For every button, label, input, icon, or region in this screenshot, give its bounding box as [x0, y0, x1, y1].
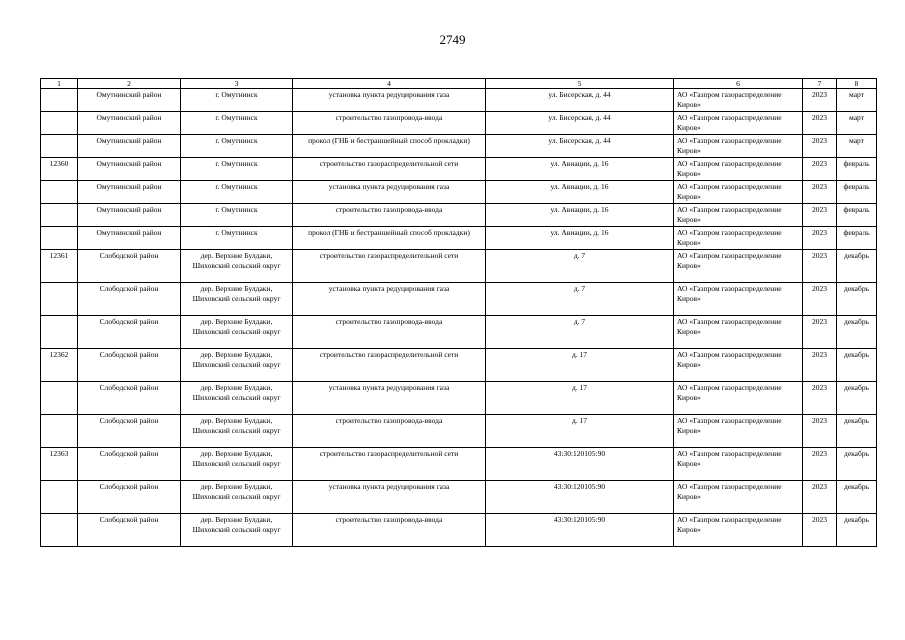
cell-year: 2023	[803, 158, 837, 181]
table-row	[41, 283, 877, 316]
table-row	[41, 204, 877, 227]
cell-year: 2023	[803, 181, 837, 204]
cell-district: Омутнинский район	[78, 89, 181, 112]
column-number: 4	[293, 79, 486, 89]
cell-year: 2023	[803, 250, 837, 283]
cell-month: декабрь	[837, 448, 877, 481]
cell-locality: г. Омутнинск	[181, 227, 293, 250]
cell-work-type: установка пункта редуцирования газа	[293, 181, 486, 204]
cell-work-type: строительство газораспределительной сети	[293, 158, 486, 181]
cell-month: декабрь	[837, 514, 877, 547]
cell-month: февраль	[837, 158, 877, 181]
works-table	[40, 78, 877, 547]
cell-locality: г. Омутнинск	[181, 158, 293, 181]
cell-work-type: установка пункта редуцирования газа	[293, 283, 486, 316]
table-row	[41, 316, 877, 349]
cell-month: декабрь	[837, 316, 877, 349]
cell-locality: г. Омутнинск	[181, 135, 293, 158]
cell-year: 2023	[803, 448, 837, 481]
cell-locality: г. Омутнинск	[181, 204, 293, 227]
cell-address: 43:30:120105:90	[486, 514, 674, 547]
cell-district: Слободской район	[78, 382, 181, 415]
cell-address: д. 17	[486, 415, 674, 448]
table-row	[41, 481, 877, 514]
cell-address: ул. Авиации, д. 16	[486, 158, 674, 181]
cell-year: 2023	[803, 349, 837, 382]
cell-locality: дер. Верхние Булдаки, Шиховский сельский округ	[181, 316, 293, 349]
cell-address: 43:30:120105:90	[486, 448, 674, 481]
cell-organization: АО «Газпром газораспределение Киров»	[674, 415, 803, 448]
cell-object-number: 12362	[41, 349, 78, 382]
cell-organization: АО «Газпром газораспределение Киров»	[674, 158, 803, 181]
cell-month: февраль	[837, 181, 877, 204]
cell-district: Омутнинский район	[78, 112, 181, 135]
cell-locality: дер. Верхние Булдаки, Шиховский сельский округ	[181, 514, 293, 547]
cell-organization: АО «Газпром газораспределение Киров»	[674, 316, 803, 349]
cell-locality: дер. Верхние Булдаки, Шиховский сельский округ	[181, 250, 293, 283]
cell-district: Омутнинский район	[78, 135, 181, 158]
table-row	[41, 89, 877, 112]
cell-month: декабрь	[837, 349, 877, 382]
table-row	[41, 135, 877, 158]
cell-object-number	[41, 481, 78, 514]
cell-locality: дер. Верхние Булдаки, Шиховский сельский округ	[181, 382, 293, 415]
cell-work-type: строительство газопровода-ввода	[293, 514, 486, 547]
table-row	[41, 349, 877, 382]
cell-year: 2023	[803, 204, 837, 227]
column-number: 5	[486, 79, 674, 89]
column-number-row	[41, 79, 877, 89]
column-number: 2	[78, 79, 181, 89]
cell-district: Омутнинский район	[78, 158, 181, 181]
cell-locality: дер. Верхние Булдаки, Шиховский сельский округ	[181, 415, 293, 448]
cell-organization: АО «Газпром газораспределение Киров»	[674, 514, 803, 547]
cell-year: 2023	[803, 283, 837, 316]
cell-year: 2023	[803, 382, 837, 415]
cell-address: 43:30:120105:90	[486, 481, 674, 514]
cell-year: 2023	[803, 514, 837, 547]
cell-locality: г. Омутнинск	[181, 112, 293, 135]
cell-locality: дер. Верхние Булдаки, Шиховский сельский округ	[181, 283, 293, 316]
cell-month: декабрь	[837, 481, 877, 514]
cell-address: ул. Бисерская, д. 44	[486, 135, 674, 158]
column-number: 6	[674, 79, 803, 89]
table-row	[41, 112, 877, 135]
cell-address: д. 7	[486, 250, 674, 283]
cell-year: 2023	[803, 316, 837, 349]
cell-month: март	[837, 89, 877, 112]
cell-organization: АО «Газпром газораспределение Киров»	[674, 181, 803, 204]
cell-object-number: 12363	[41, 448, 78, 481]
cell-month: декабрь	[837, 415, 877, 448]
cell-organization: АО «Газпром газораспределение Киров»	[674, 283, 803, 316]
cell-object-number	[41, 135, 78, 158]
cell-organization: АО «Газпром газораспределение Киров»	[674, 204, 803, 227]
cell-district: Омутнинский район	[78, 181, 181, 204]
table-row	[41, 382, 877, 415]
cell-district: Слободской район	[78, 349, 181, 382]
cell-object-number	[41, 415, 78, 448]
cell-district: Слободской район	[78, 514, 181, 547]
cell-district: Омутнинский район	[78, 204, 181, 227]
table-row	[41, 514, 877, 547]
cell-year: 2023	[803, 135, 837, 158]
cell-address: ул. Авиации, д. 16	[486, 181, 674, 204]
cell-object-number	[41, 181, 78, 204]
cell-work-type: строительство газопровода-ввода	[293, 112, 486, 135]
cell-locality: дер. Верхние Булдаки, Шиховский сельский округ	[181, 448, 293, 481]
cell-address: д. 17	[486, 382, 674, 415]
cell-organization: АО «Газпром газораспределение Киров»	[674, 349, 803, 382]
column-number: 7	[803, 79, 837, 89]
cell-month: декабрь	[837, 382, 877, 415]
cell-year: 2023	[803, 481, 837, 514]
cell-work-type: прокол (ГНБ и бестраншейный способ прокладки)	[293, 135, 486, 158]
cell-year: 2023	[803, 89, 837, 112]
cell-month: февраль	[837, 204, 877, 227]
cell-year: 2023	[803, 112, 837, 135]
cell-month: февраль	[837, 227, 877, 250]
table-row	[41, 448, 877, 481]
cell-work-type: установка пункта редуцирования газа	[293, 382, 486, 415]
column-number: 1	[41, 79, 78, 89]
cell-address: ул. Бисерская, д. 44	[486, 89, 674, 112]
cell-object-number	[41, 382, 78, 415]
cell-object-number	[41, 112, 78, 135]
cell-district: Слободской район	[78, 448, 181, 481]
cell-month: декабрь	[837, 283, 877, 316]
cell-address: ул. Бисерская, д. 44	[486, 112, 674, 135]
table-row	[41, 227, 877, 250]
table-body	[41, 79, 877, 547]
cell-locality: дер. Верхние Булдаки, Шиховский сельский округ	[181, 481, 293, 514]
cell-object-number	[41, 227, 78, 250]
cell-organization: АО «Газпром газораспределение Киров»	[674, 448, 803, 481]
table-row	[41, 250, 877, 283]
cell-address: д. 7	[486, 316, 674, 349]
cell-month: март	[837, 135, 877, 158]
cell-organization: АО «Газпром газораспределение Киров»	[674, 250, 803, 283]
table-row	[41, 158, 877, 181]
cell-locality: дер. Верхние Булдаки, Шиховский сельский округ	[181, 349, 293, 382]
page-number: 2749	[439, 32, 466, 47]
cell-object-number	[41, 514, 78, 547]
cell-district: Слободской район	[78, 250, 181, 283]
cell-organization: АО «Газпром газораспределение Киров»	[674, 382, 803, 415]
column-number: 8	[837, 79, 877, 89]
cell-address: ул. Авиации, д. 16	[486, 227, 674, 250]
cell-district: Слободской район	[78, 415, 181, 448]
cell-work-type: установка пункта редуцирования газа	[293, 481, 486, 514]
column-number: 3	[181, 79, 293, 89]
cell-district: Омутнинский район	[78, 227, 181, 250]
cell-object-number: 12360	[41, 158, 78, 181]
cell-organization: АО «Газпром газораспределение Киров»	[674, 89, 803, 112]
cell-address: ул. Авиации, д. 16	[486, 204, 674, 227]
cell-work-type: строительство газораспределительной сети	[293, 250, 486, 283]
cell-month: декабрь	[837, 250, 877, 283]
cell-work-type: строительство газопровода-ввода	[293, 415, 486, 448]
cell-locality: г. Омутнинск	[181, 89, 293, 112]
cell-organization: АО «Газпром газораспределение Киров»	[674, 112, 803, 135]
cell-district: Слободской район	[78, 316, 181, 349]
cell-work-type: установка пункта редуцирования газа	[293, 89, 486, 112]
cell-year: 2023	[803, 227, 837, 250]
cell-district: Слободской район	[78, 481, 181, 514]
cell-month: март	[837, 112, 877, 135]
cell-object-number	[41, 204, 78, 227]
cell-object-number	[41, 283, 78, 316]
cell-district: Слободской район	[78, 283, 181, 316]
table-row	[41, 181, 877, 204]
cell-object-number: 12361	[41, 250, 78, 283]
cell-object-number	[41, 316, 78, 349]
cell-object-number	[41, 89, 78, 112]
cell-work-type: прокол (ГНБ и бестраншейный способ прокладки)	[293, 227, 486, 250]
table-row	[41, 415, 877, 448]
cell-organization: АО «Газпром газораспределение Киров»	[674, 135, 803, 158]
cell-work-type: строительство газораспределительной сети	[293, 448, 486, 481]
cell-organization: АО «Газпром газораспределение Киров»	[674, 227, 803, 250]
cell-work-type: строительство газопровода-ввода	[293, 316, 486, 349]
cell-year: 2023	[803, 415, 837, 448]
cell-address: д. 7	[486, 283, 674, 316]
cell-locality: г. Омутнинск	[181, 181, 293, 204]
cell-address: д. 17	[486, 349, 674, 382]
cell-work-type: строительство газопровода-ввода	[293, 204, 486, 227]
cell-work-type: строительство газораспределительной сети	[293, 349, 486, 382]
cell-organization: АО «Газпром газораспределение Киров»	[674, 481, 803, 514]
